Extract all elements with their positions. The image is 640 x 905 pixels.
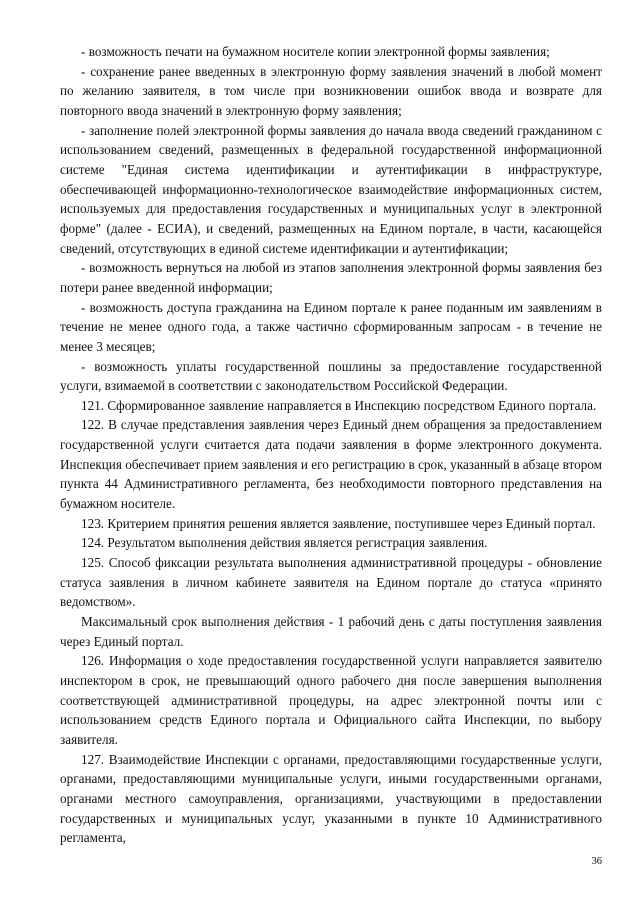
page-number: 36 bbox=[591, 856, 602, 867]
paragraph-save-values: - сохранение ранее введенных в электронную форму заявления значений в любой момент по желанию заявителя, в том числе при возникновении ошибок ввода и возврате для повторного ввода значений в электронную форму заявления; bbox=[60, 63, 602, 118]
paragraph-print-copy: - возможность печати на бумажном носителе копии электронной формы заявления; bbox=[81, 44, 550, 59]
paragraph-126: 126. Информация о ходе предоставления государственной услуги направляется заявителю инспектором в срок, не превышающий одного рабочего дня после завершения выполнения соответствующей административной процедуры, на адрес электронной почты или с использованием средств Единого портала и Официального сайта Инспекции, по выбору заявителя. bbox=[60, 653, 602, 747]
paragraph-esia-autofill: - заполнение полей электронной формы заявления до начала ввода сведений гражданином с использованием сведений, размещенных в федеральной государственной информационной системе "Единая система идентификации и аутентификации в инфраструктуре, обеспечивающей информационно-технологическое взаимодействие информационных систем, используемых для предоставления государственных и муниципальных услуг в электронной форме" (далее - ЕСИА), и сведений, размещенных на Едином портале, в части, касающейся сведений, отсутствующих в единой системе идентификации и аутентификации; bbox=[60, 122, 602, 256]
document-body bbox=[60, 42, 602, 848]
paragraph-access-history: - возможность доступа гражданина на Едином портале к ранее поданным им заявлениям в течение не менее одного года, а также частично сформированным запросам - в течение не менее 3 месяцев; bbox=[60, 299, 602, 354]
paragraph-return-to-step: - возможность вернуться на любой из этапов заполнения электронной формы заявления без потери ранее введенной информации; bbox=[60, 260, 602, 295]
paragraph-122: 122. В случае представления заявления через Единый днем обращения за предоставлением государственной услуги считается дата подачи заявления в форме электронного документа. Инспекция обеспечивает прием заявления и его регистрацию в срок, указанный в абзаце втором пункта 44 Административного регламента, без необходимости повторного представления на бумажном носителе. bbox=[60, 417, 602, 512]
paragraph-duty-payment: - возможность уплаты государственной пошлины за предоставление государственной услуги, взимаемой в соответствии с законодательством Российской Федерации. bbox=[60, 358, 602, 394]
paragraph-max-term: Максимальный срок выполнения действия - 1 рабочий день с даты поступления заявления через Единый портал. bbox=[60, 614, 602, 649]
paragraph-121: 121. Сформированное заявление направляется в Инспекцию посредством Единого портала. bbox=[81, 397, 597, 413]
paragraph-125: 125. Способ фиксации результата выполнения административной процедуры - обновление статуса заявления в личном кабинете заявителя на Едином портале до статуса «принято ведомством». bbox=[60, 555, 602, 610]
paragraph-123: 123. Критерием принятия решения является заявление, поступившее через Единый портал. bbox=[81, 515, 596, 531]
paragraph-124: 124. Результатом выполнения действия является регистрация заявления. bbox=[81, 535, 488, 551]
paragraph-127: 127. Взаимодействие Инспекции с органами, предоставляющими государственные услуги, органами, предоставляющими муниципальные услуги, иными государственными органами, органами местного самоуправления, организациями, участвующими в предоставлении государственных и муниципальных услуг, указанными в пункте 10 Административного регламента, bbox=[60, 751, 602, 846]
